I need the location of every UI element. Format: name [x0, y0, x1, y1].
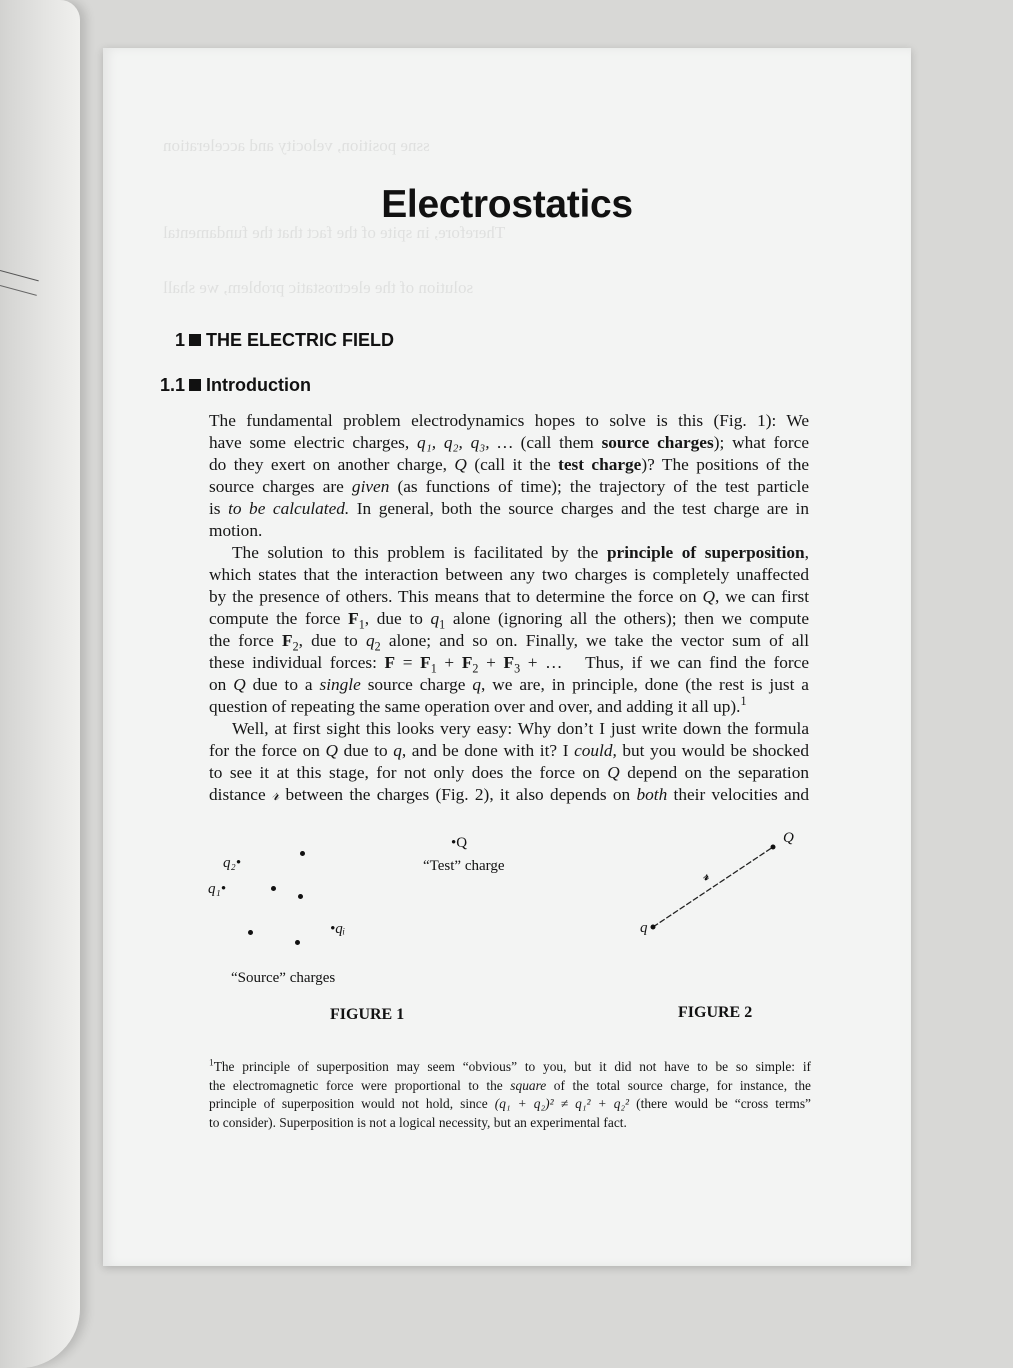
text-line: motion.	[209, 521, 263, 540]
source-charges-label: “Source” charges	[231, 970, 336, 986]
section-title: THE ELECTRIC FIELD	[206, 330, 395, 350]
source-charge-dot	[295, 940, 300, 945]
text-line: question of repeating the same operation over and over, and adding it all up).$^1$	[209, 694, 747, 716]
text-line: which states that the interaction between any two charges is completely unaffected	[209, 565, 809, 584]
text-line: have some electric charges, q₁, q₂, q₃, … (call them source charges); what force	[209, 433, 810, 452]
footnote	[209, 1058, 811, 1132]
text-line: Well, at first sight this looks very easy: Why don’t I just write down the formula	[232, 719, 809, 738]
square-bullet-icon	[189, 334, 201, 346]
text-line: do they exert on another charge, Q (call it the test charge)? The positions of the	[209, 455, 810, 474]
subsection-heading	[160, 375, 311, 396]
source-charge-dot	[298, 894, 303, 899]
q1-label: q₁•	[208, 881, 226, 897]
text-line: for the force on Q due to q, and be done with it? I could, but you would be shocked	[209, 741, 809, 760]
footnote-line: $^1$The principle of superposition may seem “obvious” to you, but it did not have to be so simple: if	[209, 1058, 811, 1074]
test-charge-Q-label: •Q	[451, 835, 468, 851]
q-label: q	[640, 920, 648, 936]
figure-1	[208, 833, 505, 1033]
text-line: The fundamental problem electrodynamics hopes to solve is this (Fig. 1): We	[209, 411, 809, 430]
test-charge-dot	[771, 845, 776, 850]
figure-2-caption: FIGURE 2	[678, 1004, 753, 1021]
qi-label: •qᵢ	[330, 921, 346, 937]
subsection-title: Introduction	[206, 375, 312, 395]
section-number: 1	[175, 330, 186, 350]
footnote-line: the electromagnetic force were proportional to the square of the total source charge, for instance, the	[209, 1077, 811, 1093]
section-heading	[175, 330, 394, 351]
source-charge-dot	[248, 930, 253, 935]
show-through-text: ssne position, velocity and acceleration	[163, 136, 430, 155]
text-line: on Q due to a single source charge q, we are, in principle, done (the rest is just a	[209, 675, 809, 694]
source-charge-dot	[271, 886, 276, 891]
text-line: distance 𝓇 between the charges (Fig. 2), it also depends on both their velocities and	[209, 785, 809, 804]
show-through-text: Therefore, in spite of the fact that the fundamental	[163, 223, 506, 242]
text-line: by the presence of others. This means that to determine the force on Q, we can first	[209, 587, 810, 606]
text-line: to see it at this stage, for not only does the force on Q depend on the separation	[209, 763, 809, 782]
separation-line	[653, 847, 773, 927]
text-line: The solution to this problem is facilitated by the principle of superposition,	[232, 543, 809, 562]
test-charge-label: “Test” charge	[423, 858, 505, 874]
text-line: these individual forces: $F = F_1 + F_2 + F_3$ + … Thus, if we can find the force	[209, 653, 809, 676]
footnote-ref: 1	[740, 694, 747, 709]
show-through-text: solution of the electrostatic problem, we shall	[163, 278, 474, 297]
source-charge-dot	[300, 851, 305, 856]
Q-label: Q	[783, 830, 794, 846]
book-page	[103, 48, 911, 1266]
text-line: compute the force $F_1$, due to $q_1$ alone (ignoring all the others); then we compute	[209, 609, 809, 632]
square-bullet-icon	[189, 379, 201, 391]
adjacent-page-edge	[0, 0, 80, 1368]
footnote-line: to consider). Superposition is not a logical necessity, but an experimental fact.	[209, 1114, 627, 1130]
text-line: is to be calculated. In general, both the source charges and the test charge are in	[209, 499, 809, 518]
chapter-title: Electrostatics	[381, 183, 633, 226]
q2-label: q₂•	[223, 855, 241, 871]
figure-1-caption: FIGURE 1	[330, 1006, 405, 1023]
separation-r-label: 𝓇	[703, 868, 709, 883]
body-text	[209, 410, 809, 806]
text-line: source charges are given (as functions of time); the trajectory of the test particle	[209, 477, 809, 496]
subsection-number: 1.1	[160, 375, 186, 395]
figure-2	[633, 828, 813, 1028]
footnote-mark: 1	[209, 1058, 214, 1069]
footnote-line: principle of superposition would not hold, since (q₁ + q₂)² ≠ q₁² + q₂² (there would be “cross terms”	[209, 1096, 811, 1111]
text-line: the force $F_2$, due to $q_2$ alone; and so on. Finally, we take the vector sum of all	[209, 631, 809, 654]
source-charge-dot	[651, 925, 656, 930]
